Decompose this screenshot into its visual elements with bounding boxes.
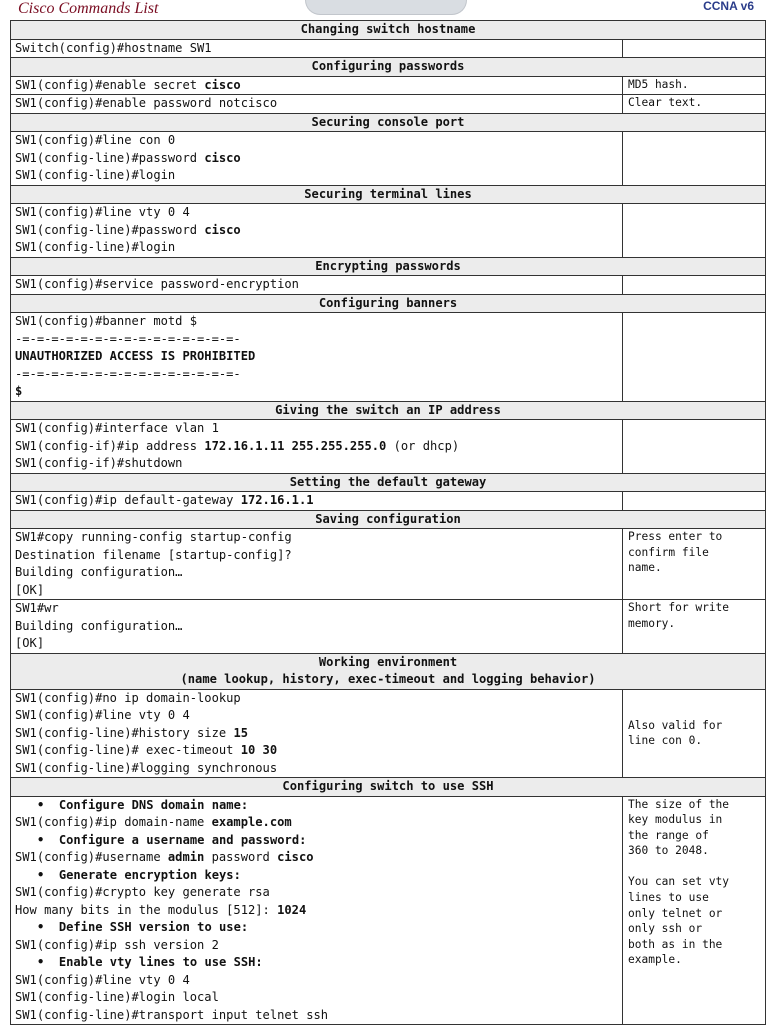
commands-table (10, 20, 766, 1025)
note-cell (623, 204, 765, 257)
section-header-gateway: Setting the default gateway (11, 474, 765, 493)
command-text: SW1(config-if)#ip address (15, 438, 205, 453)
command-line: SW1(config)#line vty 0 4 (15, 972, 190, 987)
note-cell (623, 420, 765, 473)
command-line: Switch(config)#hostname SW1 (15, 40, 212, 55)
banner-text: UNAUTHORIZED ACCESS IS PROHIBITED (15, 349, 256, 363)
section-header-console: Securing console port (11, 114, 765, 133)
section-header-saving: Saving configuration (11, 511, 765, 530)
command-line (15, 438, 622, 456)
command-line: SW1(config)#ip ssh version 2 (15, 937, 219, 952)
command-text: How many bits in the modulus [512]: (15, 902, 278, 917)
note-cell: Short for write memory. (628, 601, 730, 630)
command-text: password (204, 850, 278, 864)
command-line: SW1(config-if)#shutdown (15, 456, 183, 470)
command-cell (11, 529, 623, 599)
note-cell (623, 492, 765, 510)
command-arg: 172.16.1.11 255.255.255.0 (204, 438, 387, 453)
table-row (11, 313, 765, 402)
step-bullet: • Configure DNS domain name: (37, 797, 249, 812)
table-row (11, 492, 765, 511)
table-row (11, 797, 765, 1025)
note-cell: Press enter to confirm file name. (628, 530, 723, 575)
command-text: SW1(config)#username (15, 850, 168, 864)
banner-divider: -=-=-=-=-=-=-=-=-=-=-=-=-=-=-=- (15, 366, 241, 381)
command-line: SW1(config)#banner motd $ (15, 314, 198, 328)
note-cell (623, 40, 765, 58)
command-cell (11, 77, 623, 95)
command-line (15, 725, 622, 743)
command-line: SW1#copy running-config startup-config (15, 530, 292, 544)
command-line: SW1(config-line)#login local (15, 990, 219, 1004)
command-line (15, 902, 622, 920)
command-arg: admin (167, 850, 205, 864)
command-text: SW1(config)#ip domain-name (15, 815, 212, 829)
note-cell (623, 313, 765, 401)
command-line: SW1(config)#line vty 0 4 (15, 205, 190, 219)
command-arg: cisco (277, 850, 314, 864)
command-cell (11, 492, 623, 510)
step-bullet: • Enable vty lines to use SSH: (37, 955, 263, 969)
command-cell (11, 797, 623, 1025)
command-cell (11, 95, 623, 113)
section-header-hostname: Changing switch hostname (11, 21, 765, 40)
command-cell (11, 40, 623, 58)
command-line: SW1(config-line)#login (15, 168, 176, 182)
command-line (15, 742, 622, 760)
command-line: SW1(config-line)#logging synchronous (15, 760, 278, 775)
command-line: Destination filename [startup-config]? (15, 547, 292, 562)
note-cell (623, 276, 765, 294)
command-arg: cisco (204, 77, 241, 92)
note-cell: The size of the key modulus in the range of 360 to 2048. You can set vty lines to use only telnet or only ssh or both as in the example. (628, 797, 730, 967)
command-line: SW1(config)#line vty 0 4 (15, 708, 190, 722)
command-line: SW1(config)#interface vlan 1 (15, 421, 219, 435)
command-line: Building configuration… (15, 565, 183, 579)
table-row (11, 132, 765, 186)
step-bullet: • Define SSH version to use: (37, 920, 249, 934)
command-line: SW1(config)#crypto key generate rsa (15, 885, 270, 899)
command-cell (11, 276, 623, 294)
section-header-ip: Giving the switch an IP address (11, 402, 765, 421)
header-tab-decoration (305, 0, 467, 15)
page-badge: CCNA v6 (703, 0, 754, 13)
command-text: SW1(config-line)#password (15, 150, 205, 165)
command-line (15, 150, 622, 168)
command-text: SW1(config-line)#password (15, 222, 205, 237)
command-line: SW1(config)#service password-encryption (15, 277, 299, 291)
section-header-banner: Configuring banners (11, 295, 765, 314)
note-text: Also valid for line con 0. (628, 718, 723, 748)
banner-delimiter: $ (15, 384, 23, 398)
command-cell (11, 420, 623, 473)
command-line: [OK] (15, 582, 45, 597)
command-text: SW1(config)#ip default-gateway (15, 493, 241, 507)
command-line: Building configuration… (15, 618, 183, 633)
section-header-ssh: Configuring switch to use SSH (11, 778, 765, 797)
command-arg: cisco (204, 222, 241, 237)
command-line: SW1#wr (15, 601, 59, 615)
command-line: SW1(config-line)#transport input telnet ssh (15, 1007, 329, 1022)
note-cell (623, 690, 765, 778)
note-cell: MD5 hash. (628, 77, 689, 91)
command-arg: 1024 (277, 902, 307, 917)
command-text: SW1(config-line)# exec-timeout (15, 743, 241, 757)
table-row (11, 420, 765, 474)
section-header-vty: Securing terminal lines (11, 186, 765, 205)
command-text: SW1(config-line)#history size (15, 725, 234, 740)
command-cell (11, 600, 623, 653)
table-row (11, 95, 765, 114)
table-row (11, 40, 765, 59)
command-line: [OK] (15, 636, 45, 650)
table-row (11, 529, 765, 600)
section-header-env (11, 654, 765, 690)
note-cell (623, 132, 765, 185)
table-row (11, 690, 765, 779)
section-header-encrypt: Encrypting passwords (11, 258, 765, 277)
step-bullet: • Configure a username and password: (37, 832, 307, 847)
command-arg: 10 30 (240, 743, 278, 757)
table-row (11, 600, 765, 654)
command-arg: 15 (233, 725, 248, 740)
table-row (11, 77, 765, 96)
note-cell: Clear text. (628, 96, 703, 109)
command-arg: example.com (211, 815, 292, 829)
step-bullet: • Generate encryption keys: (37, 867, 241, 882)
command-line: SW1(config)#line con 0 (15, 133, 176, 147)
command-cell (11, 204, 623, 257)
command-line (15, 814, 622, 832)
table-row (11, 276, 765, 295)
command-arg: 172.16.1.1 (240, 493, 314, 507)
section-header-passwords: Configuring passwords (11, 58, 765, 77)
section-header-line: (name lookup, history, exec-timeout and logging behavior) (180, 672, 596, 686)
banner-divider: -=-=-=-=-=-=-=-=-=-=-=-=-=-=-=- (15, 331, 241, 346)
page-title: Cisco Commands List (18, 0, 159, 17)
command-line: SW1(config)#enable password notcisco (15, 96, 278, 110)
table-row (11, 204, 765, 258)
command-line: SW1(config)#enable secret (15, 77, 205, 92)
command-cell (11, 132, 623, 185)
command-cell (11, 690, 623, 778)
command-cell (11, 313, 623, 401)
command-arg: cisco (204, 150, 241, 165)
command-line (15, 849, 622, 867)
command-line: SW1(config)#no ip domain-lookup (15, 690, 241, 705)
command-line: SW1(config-line)#login (15, 240, 176, 254)
section-header-line: Working environment (318, 654, 458, 669)
command-text: (or dhcp) (386, 438, 460, 453)
command-line (15, 222, 622, 240)
